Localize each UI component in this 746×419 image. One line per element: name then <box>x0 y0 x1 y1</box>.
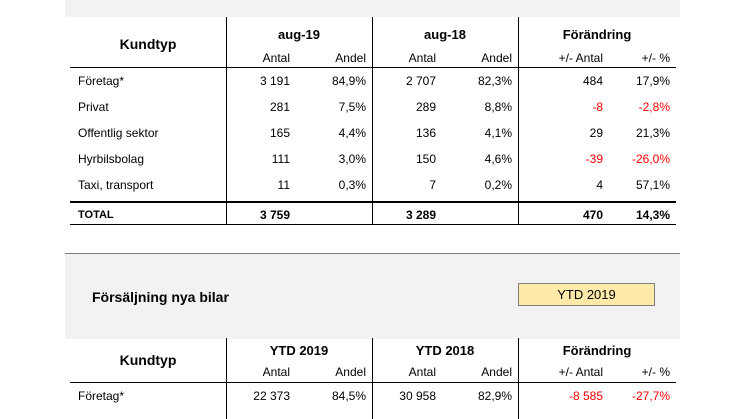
table-cell-s1: 3,0% <box>338 152 366 166</box>
table-cell-a1: 22 373 <box>253 389 290 403</box>
table-cell-type: Privat <box>78 100 109 114</box>
table-cell-s2: 82,3% <box>477 74 512 88</box>
table-cell-s2: 8,8% <box>484 100 512 114</box>
header-period1: aug-19 <box>278 27 320 42</box>
table-cell-p: 21,3% <box>635 126 670 140</box>
table-cell-a1: 3 191 <box>259 74 290 88</box>
total-antal-2: 3 289 <box>405 208 436 222</box>
table-cell-s1: 0,3% <box>338 178 366 192</box>
header-andel-2: Andel <box>481 51 512 65</box>
table-cell-a2: 30 958 <box>399 389 436 403</box>
table-cell-type: Taxi, transport <box>78 178 154 192</box>
table-cell-s1: 84,9% <box>331 74 366 88</box>
header-period2: YTD 2018 <box>415 343 475 358</box>
table-cell-d: -8 585 <box>568 389 603 403</box>
table-cell-s1: 84,5% <box>331 389 366 403</box>
table-cell-d: 29 <box>589 126 603 140</box>
header-change: Förändring <box>562 343 632 358</box>
table-cell-type: Företag* <box>78 74 125 88</box>
top-band <box>65 0 680 17</box>
table-cell-a1: 111 <box>271 152 290 166</box>
header-antal-2: Antal <box>408 51 436 65</box>
col-divider <box>226 17 227 225</box>
table-cell-a2: 289 <box>415 100 436 114</box>
table-cell-s2: 4,1% <box>484 126 512 140</box>
table-cell-a1: 11 <box>277 178 290 192</box>
total-change-pct: 14,3% <box>635 208 670 222</box>
table-cell-p: -2,8% <box>638 100 670 114</box>
section-title: Försäljning nya bilar <box>92 289 229 305</box>
header-kundtyp: Kundtyp <box>119 36 177 52</box>
header-period2: aug-18 <box>424 27 466 42</box>
header-rule <box>70 382 676 383</box>
table-cell-type: Hyrbilsbolag <box>78 152 145 166</box>
table-cell-type: Företag* <box>78 389 125 403</box>
table-cell-s2: 4,6% <box>484 152 512 166</box>
header-change-pct: +/- % <box>641 51 670 65</box>
total-label: TOTAL <box>78 209 114 221</box>
table-cell-a2: 7 <box>429 178 436 192</box>
table-cell-a2: 2 707 <box>405 74 436 88</box>
col-divider <box>372 17 373 225</box>
header-antal-2: Antal <box>408 365 436 379</box>
header-andel-1: Andel <box>335 51 366 65</box>
table-cell-a2: 150 <box>415 152 436 166</box>
section-header-band <box>65 253 680 339</box>
table-cell-s1: 4,4% <box>338 126 366 140</box>
table-cell-a1: 165 <box>269 126 290 140</box>
total-bottom-rule <box>70 224 676 225</box>
table-cell-p: -27,7% <box>631 389 670 403</box>
total-rule <box>70 201 676 203</box>
table-cell-d: -39 <box>585 152 603 166</box>
header-rule <box>70 67 676 68</box>
table-cell-a1: 281 <box>269 100 290 114</box>
period-selector[interactable]: YTD 2019 <box>518 283 655 306</box>
header-antal-1: Antal <box>262 365 290 379</box>
table-cell-p: -26,0% <box>631 152 670 166</box>
table-cell-d: -8 <box>592 100 603 114</box>
table-cell-s2: 82,9% <box>477 389 512 403</box>
header-change: Förändring <box>562 27 632 42</box>
table-cell-d: 4 <box>596 178 603 192</box>
table-cell-s1: 7,5% <box>338 100 366 114</box>
table-cell-a2: 136 <box>415 126 436 140</box>
table-cell-type: Offentlig sektor <box>78 126 159 140</box>
header-kundtyp: Kundtyp <box>119 352 177 368</box>
header-period1: YTD 2019 <box>269 343 329 358</box>
table-cell-p: 17,9% <box>635 74 670 88</box>
header-antal-1: Antal <box>262 51 290 65</box>
header-change-pct: +/- % <box>641 365 670 379</box>
total-antal-1: 3 759 <box>259 208 290 222</box>
header-andel-2: Andel <box>481 365 512 379</box>
header-change-antal: +/- Antal <box>558 365 603 379</box>
header-andel-1: Andel <box>335 365 366 379</box>
table-cell-p: 57,1% <box>635 178 670 192</box>
col-divider <box>518 17 519 225</box>
table-cell-s2: 0,2% <box>484 178 512 192</box>
table-cell-d: 484 <box>582 74 603 88</box>
total-change-antal: 470 <box>582 208 603 222</box>
header-change-antal: +/- Antal <box>558 51 603 65</box>
